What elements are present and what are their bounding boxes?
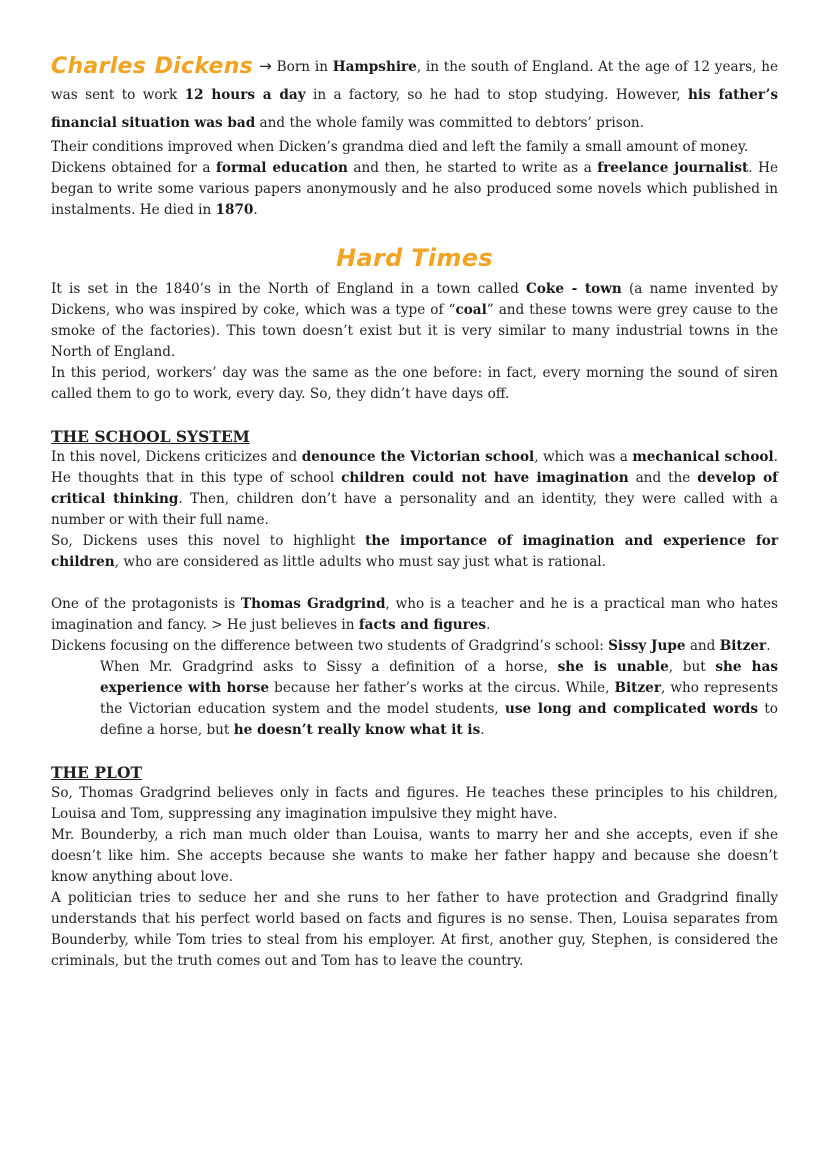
horse-definition-paragraph: When Mr. Gradgrind asks to Sissy a definition of a horse, she is unable, but she has experience with horse because her father’s works at the circus. While, Bitzer, who represents the Victorian education system and the model students, use long and complicated words to define a horse, but he doesn’t really know what it is. [100, 659, 778, 738]
dickens-education-paragraph: Dickens obtained for a formal education and then, he started to write as a freelance journalist. He began to write some various papers anonymously and he also produced some novels which published in instalments. He died in 1870. [51, 160, 778, 218]
bold-phrase: coal [455, 302, 487, 318]
author-name-heading: Charles Dickens [51, 54, 254, 79]
bold-phrase: Bitzer [719, 638, 767, 654]
arrow-icon: → [259, 57, 272, 75]
hard-times-setting-paragraph: It is set in the 1840’s in the North of England in a town called Coke - town (a name invented by Dickens, who was inspired by coke, which was a type of “coal” and these towns were grey cause to the smoke of the factories). This town doesn’t exist but it is very similar to many industrial towns in the North of England. [51, 281, 778, 360]
students-paragraph: Dickens focusing on the difference between two students of Gradgrind’s school: Sissy Jupe and Bitzer. [51, 638, 771, 654]
dickens-bio-paragraph [51, 52, 778, 137]
bold-phrase: children could not have imagination [341, 470, 629, 486]
bold-phrase: use long and complicated words [505, 701, 759, 717]
bold-phrase: Thomas Gradgrind [241, 596, 386, 612]
school-criticism-paragraph: In this novel, Dickens criticizes and denounce the Victorian school, which was a mechanical school. He thoughts that in this type of school children could not have imagination and the develop of critical thinking. Then, children don’t have a personality and an identity, they were called with a number or with their full name. [51, 449, 778, 528]
school-system-heading: THE SCHOOL SYSTEM [51, 427, 250, 446]
bold-phrase: she has experience with horse [100, 659, 778, 696]
bold-phrase: 12 hours a day [184, 87, 306, 103]
bold-phrase: the importance of imagination and experience for children [51, 533, 778, 570]
bold-phrase: denounce the Victorian school [301, 449, 535, 465]
gradgrind-paragraph: One of the protagonists is Thomas Gradgrind, who is a teacher and he is a practical man who hates imagination and fancy. > He just believes in facts and figures. [51, 596, 779, 633]
bold-phrase: facts and figures [358, 617, 487, 633]
dickens-bio-text: Born in Hampshire, in the south of England. At the age of 12 years, he was sent to work 12 hours a day in a factory, so he had to stop studying. However, his father’s financial situation was bad and the whole family was committed to debtors’ prison. [51, 59, 779, 131]
bold-phrase: he doesn’t really know what it is [233, 722, 481, 738]
hard-times-workers-paragraph: In this period, workers’ day was the same as the one before: in fact, every morning the sound of siren called them to go to work, every day. So, they didn’t have days off. [51, 365, 778, 402]
document-page [51, 52, 778, 972]
bold-phrase: formal education [216, 160, 348, 176]
bold-phrase: Sissy Jupe [608, 638, 686, 654]
bold-phrase: Coke - town [526, 281, 622, 297]
plot-bounderby-paragraph: Mr. Bounderby, a rich man much older than Louisa, wants to marry her and she accepts, even if she doesn’t like him. She accepts because she wants to make her father happy and because she doesn’t know anything about love. [51, 827, 778, 885]
bold-phrase: develop of critical thinking [51, 470, 778, 507]
school-imagination-paragraph: So, Dickens uses this novel to highlight the importance of imagination and experience for children, who are considered as little adults who must say just what is rational. [51, 533, 778, 570]
bold-phrase: freelance journalist [597, 160, 749, 176]
plot-heading: THE PLOT [51, 763, 142, 782]
bold-phrase: Hampshire [332, 59, 417, 75]
dickens-conditions-paragraph: Their conditions improved when Dicken’s grandma died and left the family a small amount of money. [51, 139, 749, 155]
bold-phrase: Bitzer [614, 680, 661, 696]
bold-phrase: mechanical school [632, 449, 774, 465]
plot-principles-paragraph: So, Thomas Gradgrind believes only in facts and figures. He teaches these principles to his children, Louisa and Tom, suppressing any imagination impulsive they might have. [51, 785, 778, 822]
bold-phrase: his father’s financial situation was bad [51, 87, 778, 131]
plot-ending-paragraph: A politician tries to seduce her and she runs to her father to have protection and Gradgrind finally understands that his perfect world based on facts and figures is no sense. Then, Louisa separates from Bounderby, while Tom tries to steal from his employer. At first, another guy, Stephen, is considered the criminals, but the truth comes out and Tom has to leave the country. [51, 890, 778, 969]
paragraph-spacer [51, 573, 778, 594]
bold-phrase: 1870 [215, 202, 254, 218]
bold-phrase: she is unable [557, 659, 669, 675]
hard-times-title: Hard Times [336, 244, 493, 272]
